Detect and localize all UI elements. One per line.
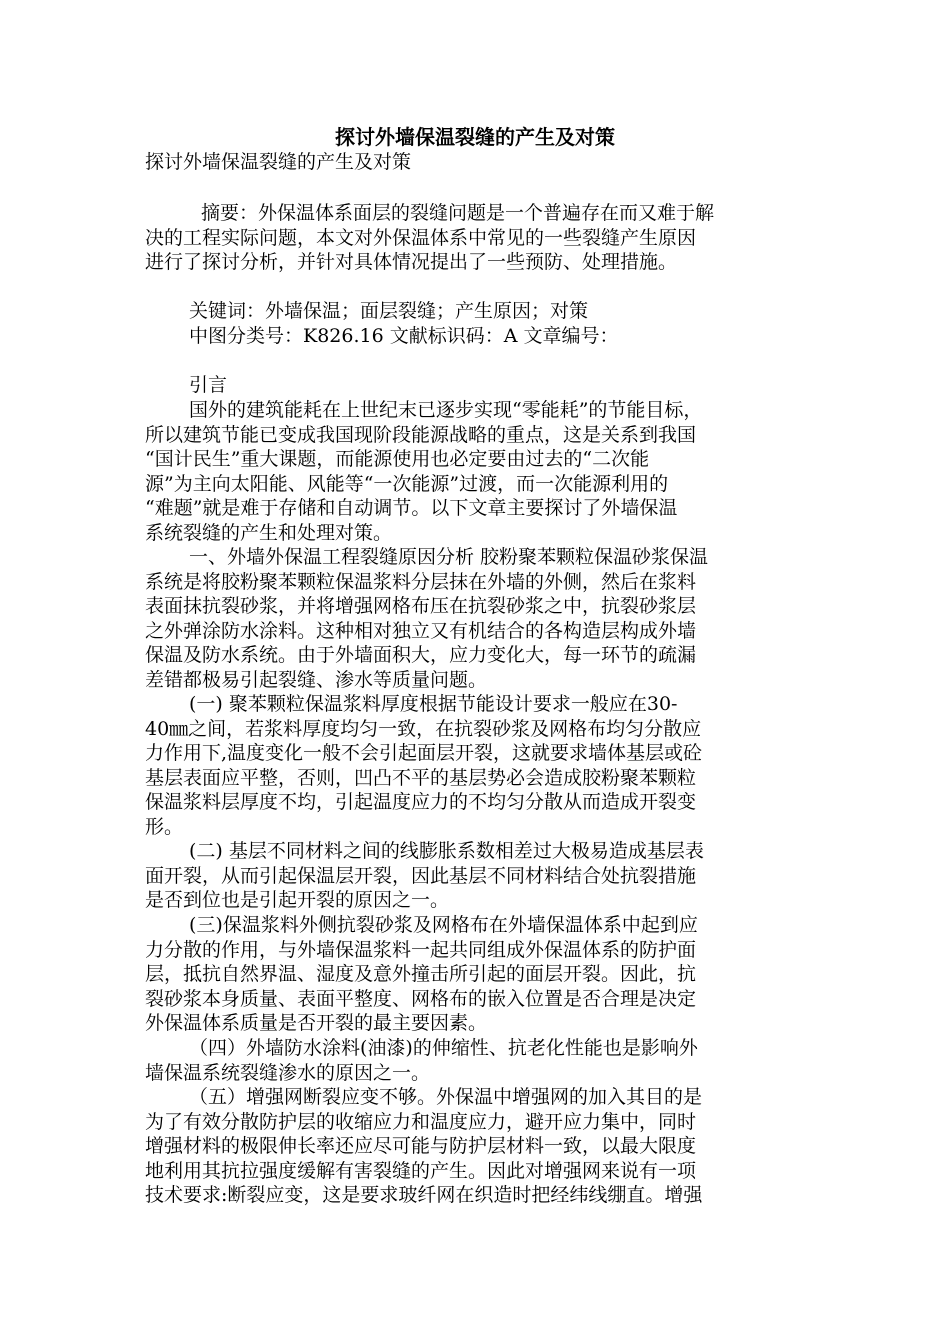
paragraph-line: 源”为主向太阳能、风能等“一次能源”过渡，而一次能源利用的	[145, 472, 669, 495]
paragraph-line: 为了有效分散防护层的收缩应力和温度应力，避开应力集中，同时	[145, 1110, 697, 1133]
paragraph-line: 一、外墙外保温工程裂缝原因分析 胶粉聚苯颗粒保温砂浆保温	[189, 546, 709, 568]
paragraph-line: (一) 聚苯颗粒保温浆料厚度根据节能设计要求一般应在30-	[189, 693, 678, 715]
paragraph-line: 层，抵抗自然界温、湿度及意外撞击所引起的面层开裂。因此，抗	[145, 963, 697, 986]
paragraph-line: 技术要求:断裂应变，这是要求玻纤网在织造时把经纬线绷直。增强	[145, 1184, 703, 1207]
paragraph-line: （四）外墙防水涂料(油漆)的伸缩性、抗老化性能也是影响外	[189, 1037, 698, 1059]
classification-line: 中图分类号：K826.16 文献标识码：A 文章编号：	[189, 324, 619, 347]
paragraph-line: (三)保温浆料外侧抗裂砂浆及网格布在外墙保温体系中起到应	[189, 914, 698, 936]
paragraph-line: 系统裂缝的产生和处理对策。	[145, 521, 393, 544]
paragraph-line: 是否到位也是引起开裂的原因之一。	[145, 889, 450, 912]
paragraph-2	[145, 545, 805, 693]
paragraph-line: 保温浆料层厚度不均，引起温度应力的不均匀分散从而造成开裂变	[145, 791, 697, 814]
paragraph-6	[145, 1036, 805, 1085]
paragraph-3	[145, 692, 805, 840]
abstract-line: 决的工程实际问题，本文对外保温体系中常见的一些裂缝产生原因	[145, 226, 697, 249]
paragraph-line: 表面抹抗裂砂浆，并将增强网格布压在抗裂砂浆之中，抗裂砂浆层	[145, 595, 697, 618]
paragraph-line: “国计民生”重大课题，而能源使用也必定要由过去的“二次能	[145, 448, 650, 471]
paragraph-line: (二) 基层不同材料之间的线膨胀系数相差过大极易造成基层表	[189, 840, 704, 862]
paragraph-line: 系统是将胶粉聚苯颗粒保温浆料分层抹在外墙的外侧，然后在浆料	[145, 570, 697, 593]
paragraph-line: 裂砂浆本身质量、表面平整度、网格布的嵌入位置是否合理是决定	[145, 987, 697, 1010]
paragraph-line: 增强材料的极限伸长率还应尽可能与防护层材料一致，以最大限度	[145, 1135, 697, 1158]
intro-heading-text: 引言	[189, 374, 228, 396]
paragraph-7	[145, 1085, 805, 1208]
paragraph-line: 力分散的作用，与外墙保温浆料一起共同组成外保温体系的防护面	[145, 938, 697, 961]
paragraph-line: 墙保温系统裂缝渗水的原因之一。	[145, 1061, 431, 1084]
paragraph-line: 差错都极易引起裂缝、渗水等质量问题。	[145, 668, 488, 691]
paragraph-line: 国外的建筑能耗在上世纪末已逐步实现“零能耗”的节能目标，	[189, 399, 703, 421]
abstract-line: 进行了探讨分析，并针对具体情况提出了一些预防、处理措施。	[145, 251, 678, 274]
paragraph-line: 所以建筑节能已变成我国现阶段能源战略的重点，这是关系到我国	[145, 423, 697, 446]
paragraph-line: 面开裂，从而引起保温层开裂，因此基层不同材料结合处抗裂措施	[145, 864, 697, 887]
paragraph-4	[145, 839, 805, 913]
paragraph-1	[145, 398, 805, 546]
document-subtitle: 探讨外墙保温裂缝的产生及对策	[145, 151, 412, 173]
keywords	[145, 299, 805, 348]
paragraph-line: 地利用其抗拉强度缓解有害裂缝的产生。因此对增强网来说有一项	[145, 1159, 697, 1182]
intro-heading	[145, 373, 805, 398]
document-title: 探讨外墙保温裂缝的产生及对策	[335, 125, 615, 149]
paragraph-line: 形。	[145, 815, 184, 838]
paragraph-line: （五）增强网断裂应变不够。外保温中增强网的加入其目的是	[189, 1086, 703, 1108]
paragraph-line: 力作用下,温度变化一般不会引起面层开裂，这就要求墙体基层或砼	[145, 742, 703, 765]
paragraph-line: “难题”就是难于存储和自动调节。以下文章主要探讨了外墙保温	[145, 497, 678, 520]
abstract-line: 摘要：外保温体系面层的裂缝问题是一个普遍存在而又难于解	[201, 202, 715, 224]
abstract	[145, 201, 805, 275]
keywords-line: 关键词：外墙保温；面层裂缝；产生原因；对策	[189, 300, 589, 322]
paragraph-line: 外保温体系质量是否开裂的最主要因素。	[145, 1012, 488, 1035]
paragraph-5	[145, 913, 805, 1036]
paragraph-line: 之外弹涂防水涂料。这种相对独立又有机结合的各构造层构成外墙	[145, 619, 697, 642]
paragraph-line: 保温及防水系统。由于外墙面积大，应力变化大，每一环节的疏漏	[145, 644, 697, 667]
paragraph-line: 40㎜之间，若浆料厚度均匀一致，在抗裂砂浆及网格布均匀分散应	[145, 717, 702, 740]
paragraph-line: 基层表面应平整，否则，凹凸不平的基层势必会造成胶粉聚苯颗粒	[145, 766, 697, 789]
